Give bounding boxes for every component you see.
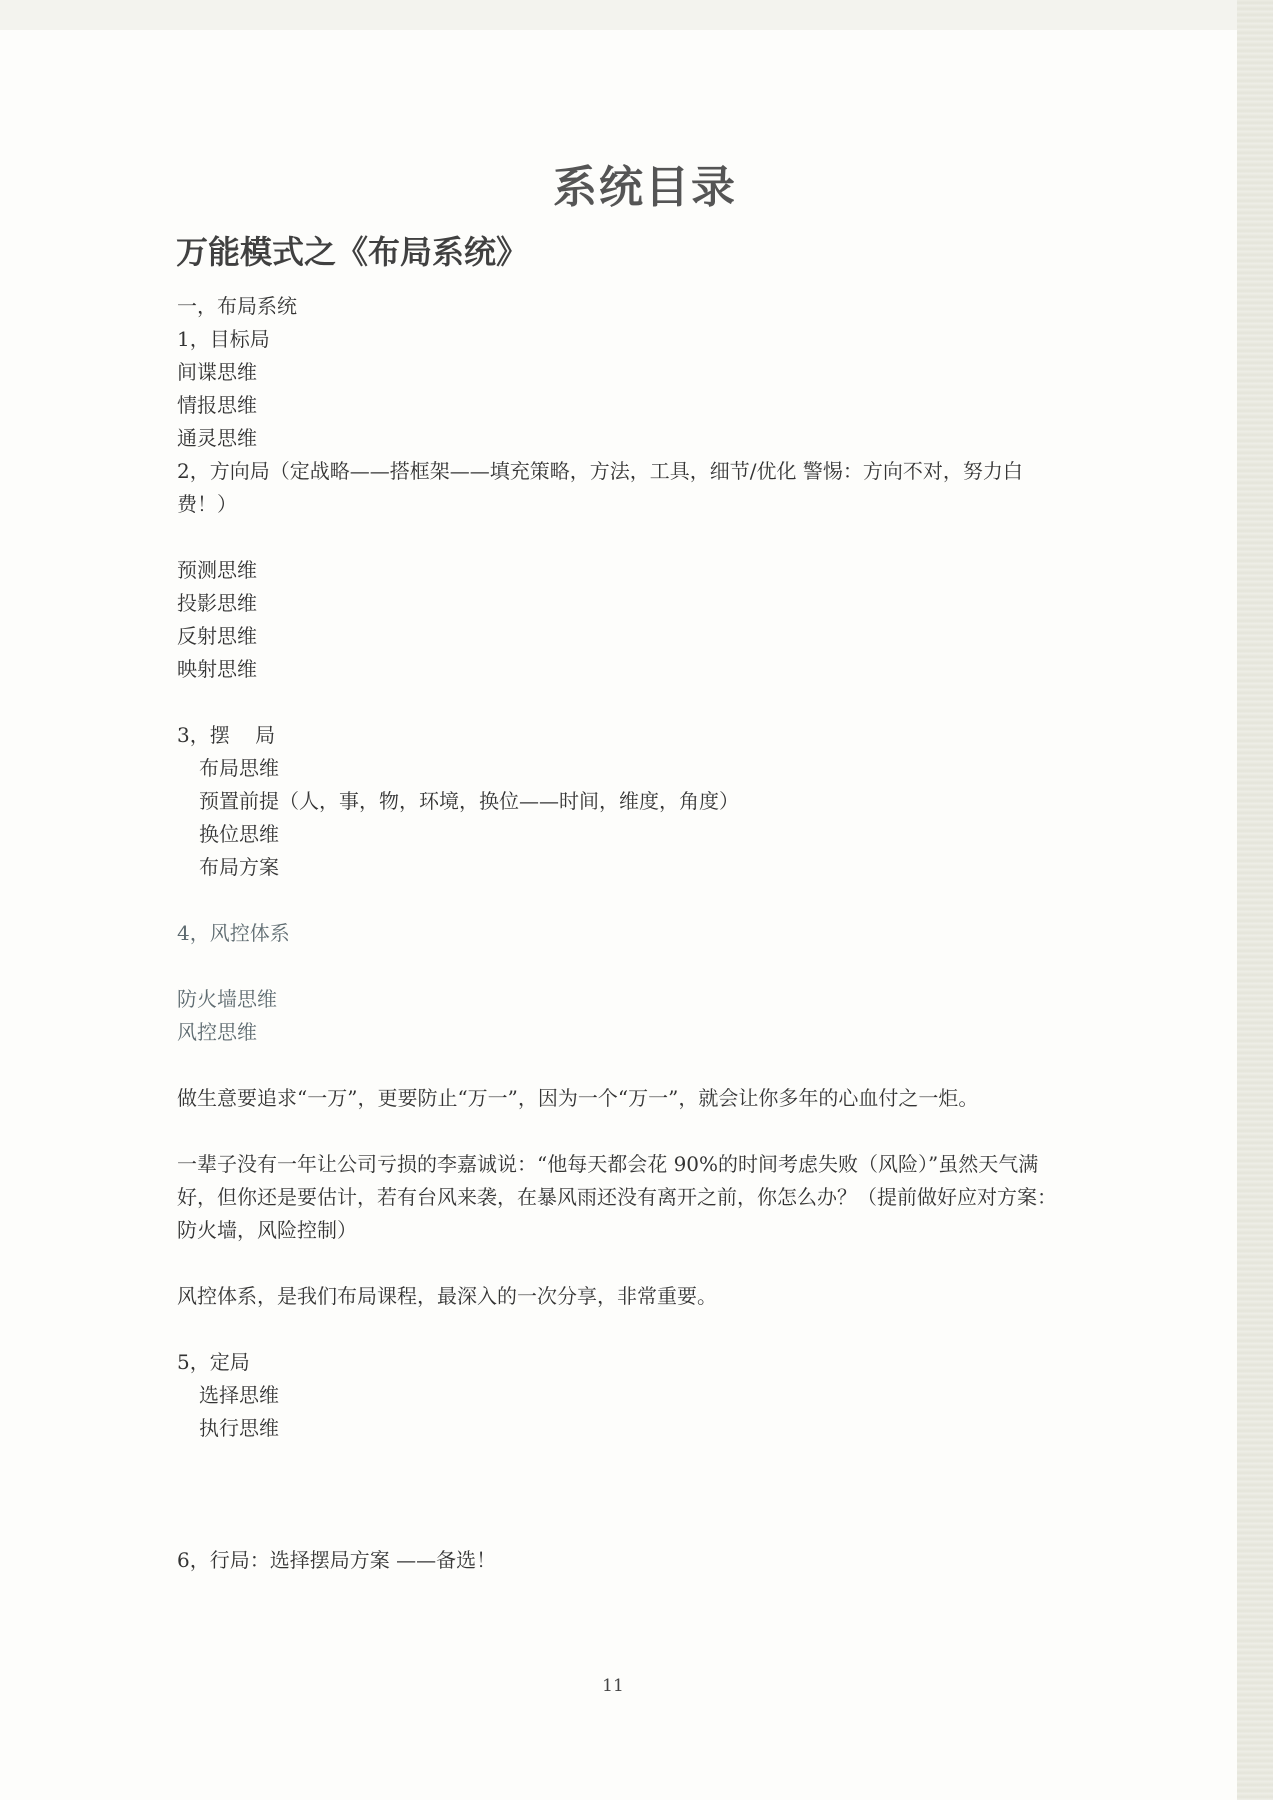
page-number: 11: [602, 1676, 624, 1696]
subitem-transposition-thinking: 换位思维: [199, 822, 279, 846]
spacer: [177, 1313, 1062, 1346]
spacer: [177, 1115, 1062, 1148]
item-settle-game: 5，定局: [177, 1350, 250, 1374]
subitem-mapping-thinking: 映射思维: [177, 657, 257, 681]
subitem-prediction-thinking: 预测思维: [177, 558, 257, 582]
spacer: [177, 1445, 1062, 1478]
subitem-projection-thinking: 投影思维: [177, 591, 257, 615]
spacer: [177, 950, 1062, 983]
subitem-layout-plan: 布局方案: [199, 855, 279, 879]
subitem-intelligence-thinking: 情报思维: [177, 393, 257, 417]
spacer: [177, 521, 1062, 554]
page-title: 系统目录: [553, 162, 737, 213]
subitem-risk-control-thinking: 风控思维: [177, 1020, 257, 1044]
section-heading-layout-system: 一，布局系统: [177, 294, 297, 318]
subitem-reflection-thinking: 反射思维: [177, 624, 257, 648]
paragraph-business-saying: 做生意要追求“一万”，更要防止“万一”，因为一个“万一”，就会让你多年的心血付之一炬。: [177, 1086, 979, 1110]
spacer: [177, 686, 1062, 719]
paragraph-risk-control-importance: 风控体系，是我们布局课程，最深入的一次分享，非常重要。: [177, 1284, 717, 1308]
subitem-preset-premise: 预置前提（人，事，物，环境，换位——时间，维度，角度）: [199, 789, 739, 813]
item-direction-game: 2，方向局（定战略——搭框架——填充策略，方法，工具，细节/优化 警惕：方向不对，努力白费！）: [177, 459, 1023, 516]
spacer: [177, 884, 1062, 917]
section-title: 万能模式之《布局系统》: [176, 233, 529, 271]
spacer: [177, 1511, 1062, 1544]
item-execute-game: 6，行局：选择摆局方案 ——备选！: [177, 1548, 497, 1572]
subitem-psychic-thinking: 通灵思维: [177, 426, 257, 450]
subitem-firewall-thinking: 防火墙思维: [177, 987, 277, 1011]
item-target-game: 1，目标局: [177, 327, 270, 351]
subitem-layout-thinking: 布局思维: [199, 756, 279, 780]
subitem-execution-thinking: 执行思维: [199, 1416, 279, 1440]
paragraph-li-ka-shing-quote: 一辈子没有一年让公司亏损的李嘉诚说：“他每天都会花 90%的时间考虑失败（风险）”虽然天气满好，但你还是要估计，若有台风来袭，在暴风雨还没有离开之前，你怎么办？（提前做好应对方案：防火墙，风险控制）: [177, 1152, 1057, 1242]
spacer: [177, 1478, 1062, 1511]
spacer: [177, 1049, 1062, 1082]
item-risk-control-system: 4，风控体系: [177, 921, 290, 945]
scan-edge: [1237, 0, 1273, 1800]
subitem-choice-thinking: 选择思维: [199, 1383, 279, 1407]
item-arrange-game: 3，摆 局: [177, 723, 276, 747]
document-body: [177, 290, 1062, 1577]
spacer: [177, 1247, 1062, 1280]
subitem-spy-thinking: 间谍思维: [177, 360, 257, 384]
